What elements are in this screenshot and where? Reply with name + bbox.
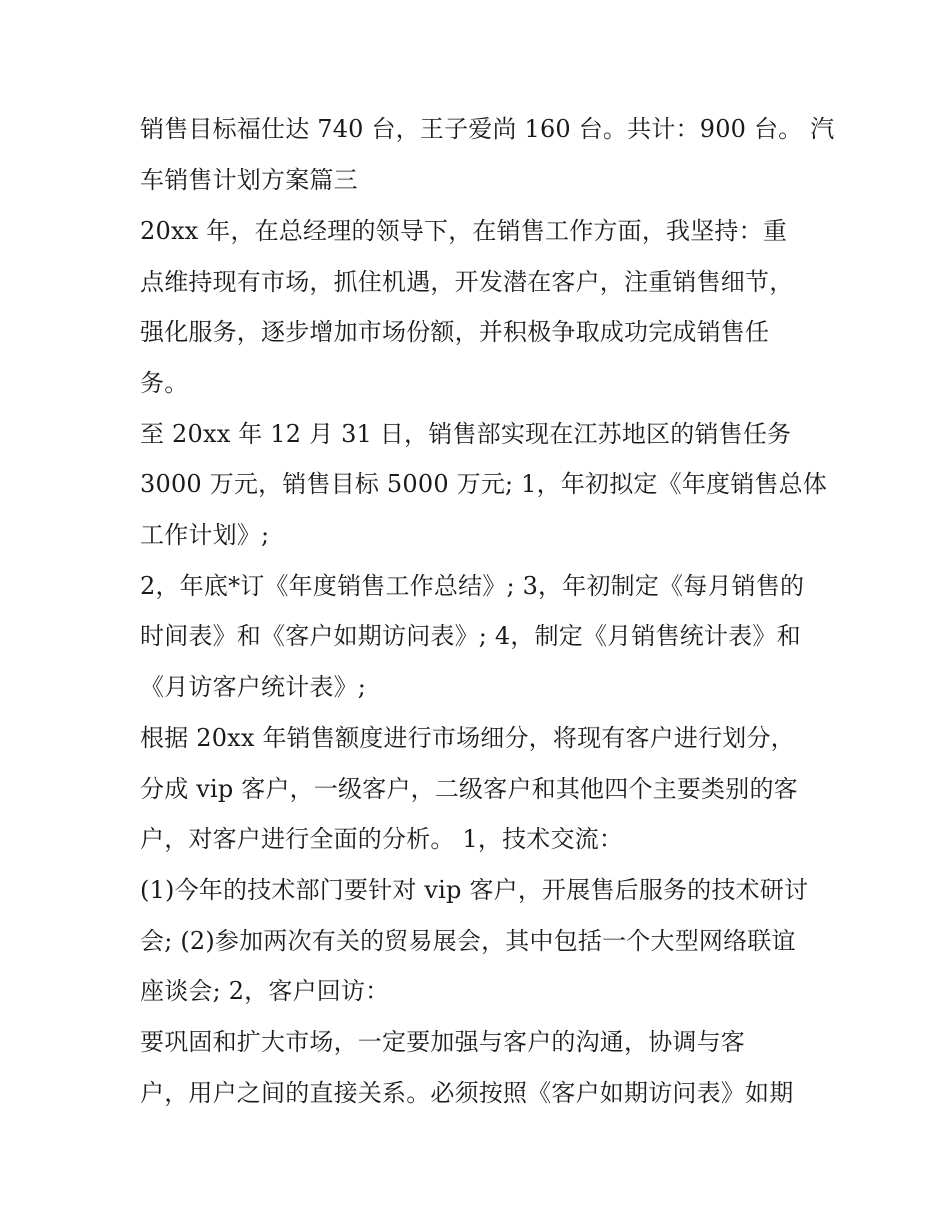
text-line: 至 20xx 年 12 月 31 日，销售部实现在江苏地区的销售任务 — [140, 420, 792, 448]
text-line: 工作计划》; — [140, 521, 270, 549]
text-line: 销售目标福仕达 740 台，王子爱尚 160 台。共计：900 台。 汽 — [140, 115, 835, 143]
text-line: 2，年底*订《年度销售工作总结》; 3，年初制定《每月销售的 — [140, 572, 805, 600]
text-line: 分成 vip 客户，一级客户，二级客户和其他四个主要类别的客 — [140, 775, 798, 803]
text-line: 户，用户之间的直接关系。必须按照《客户如期访问表》如期 — [140, 1079, 794, 1107]
text-line: 要巩固和扩大市场，一定要加强与客户的沟通，协调与客 — [140, 1028, 745, 1056]
text-line: 户，对客户进行全面的分析。 1，技术交流： — [140, 825, 624, 853]
text-line: 点维持现有市场，抓住机遇，开发潜在客户，注重销售细节， — [140, 268, 794, 296]
text-line: 根据 20xx 年销售额度进行市场细分，将现有客户进行划分， — [140, 724, 795, 752]
text-line: 务。 — [140, 369, 189, 397]
text-line: 会; (2)参加两次有关的贸易展会，其中包括一个大型网络联谊 — [140, 927, 796, 955]
text-line: 座谈会; 2，客户回访： — [140, 977, 390, 1005]
text-line: 3000 万元，销售目标 5000 万元; 1，年初拟定《年度销售总体 — [140, 470, 828, 498]
text-line: 车销售计划方案篇三 — [140, 166, 358, 194]
text-line: 20xx 年，在总经理的领导下，在销售工作方面，我坚持：重 — [140, 217, 788, 245]
text-line: 《月访客户统计表》; — [140, 673, 367, 701]
text-line: 强化服务，逐步增加市场份额，并积极争取成功完成销售任 — [140, 318, 770, 346]
text-line: (1)今年的技术部门要针对 vip 客户，开展售后服务的技术研讨 — [140, 876, 809, 904]
text-line: 时间表》和《客户如期访问表》; 4，制定《月销售统计表》和 — [140, 622, 801, 650]
